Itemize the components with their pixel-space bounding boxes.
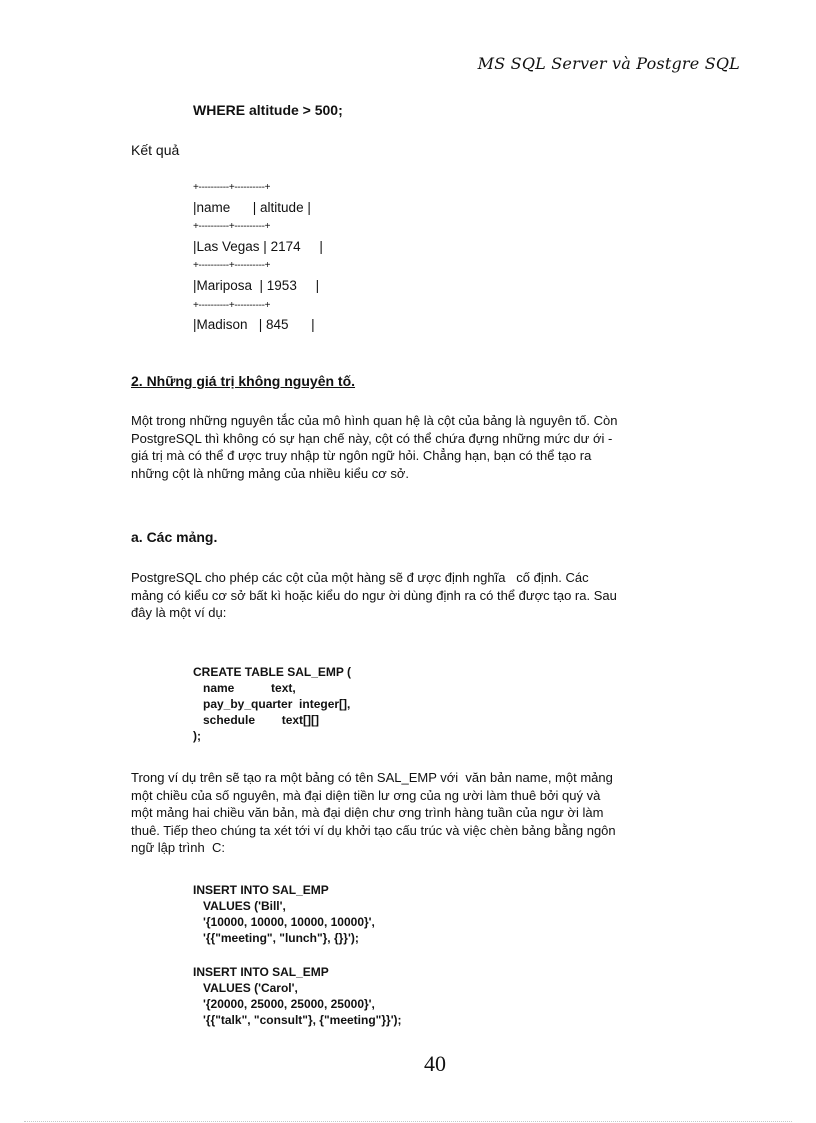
code-line: INSERT INTO SAL_EMP bbox=[193, 883, 329, 897]
table-border: +----------+----------+ bbox=[193, 221, 271, 233]
code-line: '{{"meeting", "lunch"}, {}}'); bbox=[193, 931, 359, 945]
paragraph-line: PostgreSQL thì không có sự hạn chế này, cột có thể chứa đựng những mức dư ới - bbox=[131, 430, 613, 446]
result-table bbox=[193, 178, 323, 335]
subsection-paragraph bbox=[131, 569, 741, 622]
code-line: '{20000, 25000, 25000, 25000}', bbox=[193, 997, 375, 1011]
code-line: name text, bbox=[193, 681, 296, 695]
paragraph-line: PostgreSQL cho phép các cột của một hàng sẽ đ ược định nghĩa cố định. Các bbox=[131, 570, 589, 585]
subsection-heading: a. Các mảng. bbox=[131, 529, 218, 545]
section-heading: 2. Những giá trị không nguyên tố. bbox=[131, 373, 356, 389]
code-line: '{10000, 10000, 10000, 10000}', bbox=[193, 915, 375, 929]
insert-code-bill bbox=[193, 882, 375, 946]
paragraph-line: ngữ lập trình C: bbox=[131, 840, 225, 855]
paragraph-line: những cột là những mảng của nhiều kiểu cơ sở. bbox=[131, 465, 410, 481]
code-line: VALUES ('Bill', bbox=[193, 899, 286, 913]
result-label: Kết quả bbox=[131, 142, 180, 158]
page-number: 40 bbox=[424, 1051, 446, 1076]
code-line: schedule text[][] bbox=[193, 713, 320, 727]
table-border: +----------+----------+ bbox=[193, 299, 271, 311]
table-border: +----------+----------+ bbox=[193, 182, 271, 193]
paragraph-line: giá trị mà có thể đ ược truy nhập từ ngôn ngữ hỏi. Chẳng hạn, bạn có thể tạo ra bbox=[131, 448, 592, 463]
table-row: |name | altitude | bbox=[193, 199, 311, 215]
section-paragraph bbox=[131, 412, 741, 482]
code-line: CREATE TABLE SAL_EMP ( bbox=[193, 665, 352, 679]
create-table-code bbox=[193, 664, 351, 744]
table-border: +----------+----------+ bbox=[193, 260, 271, 272]
running-header: MS SQL Server và Postgre SQL bbox=[477, 54, 740, 73]
paragraph-line: thuê. Tiếp theo chúng ta xét tới ví dụ khởi tạo cấu trúc và việc chèn bảng bằng ngôn bbox=[131, 822, 616, 838]
table-row: |Madison | 845 | bbox=[193, 317, 315, 333]
table-row: |Mariposa | 1953 | bbox=[193, 277, 320, 293]
paragraph-line: Một trong những nguyên tắc của mô hình quan hệ là cột của bảng là nguyên tố. Còn bbox=[131, 413, 618, 428]
code-line: ); bbox=[193, 729, 201, 743]
code-line: VALUES ('Carol', bbox=[193, 981, 298, 995]
paragraph-line: đây là một ví dụ: bbox=[131, 605, 227, 620]
code-line: INSERT INTO SAL_EMP bbox=[193, 965, 329, 979]
footer-divider bbox=[24, 1121, 792, 1122]
code-line: '{{"talk", "consult"}, {"meeting"}}'); bbox=[193, 1013, 402, 1027]
explanation-paragraph bbox=[131, 769, 741, 857]
paragraph-line: Trong ví dụ trên sẽ tạo ra một bảng có tên SAL_EMP với văn bản name, một mảng bbox=[131, 770, 613, 785]
code-line: pay_by_quarter integer[], bbox=[193, 697, 351, 711]
paragraph-line: mảng có kiểu cơ sở bất kì hoặc kiểu do ngư ời dùng định ra có thể được tạo ra. Sau bbox=[131, 587, 617, 603]
insert-code-carol bbox=[193, 964, 402, 1028]
paragraph-line: một chiều của số nguyên, mà đại diện tiền lư ơng của ng ười làm thuê bởi quý và bbox=[131, 787, 601, 803]
paragraph-line: một mảng hai chiều văn bản, mà đại diện chư ơng trình hàng tuần của ngư ời làm bbox=[131, 805, 604, 820]
query-tail: WHERE altitude > 500; bbox=[193, 102, 343, 118]
table-row: |Las Vegas | 2174 | bbox=[193, 238, 323, 254]
